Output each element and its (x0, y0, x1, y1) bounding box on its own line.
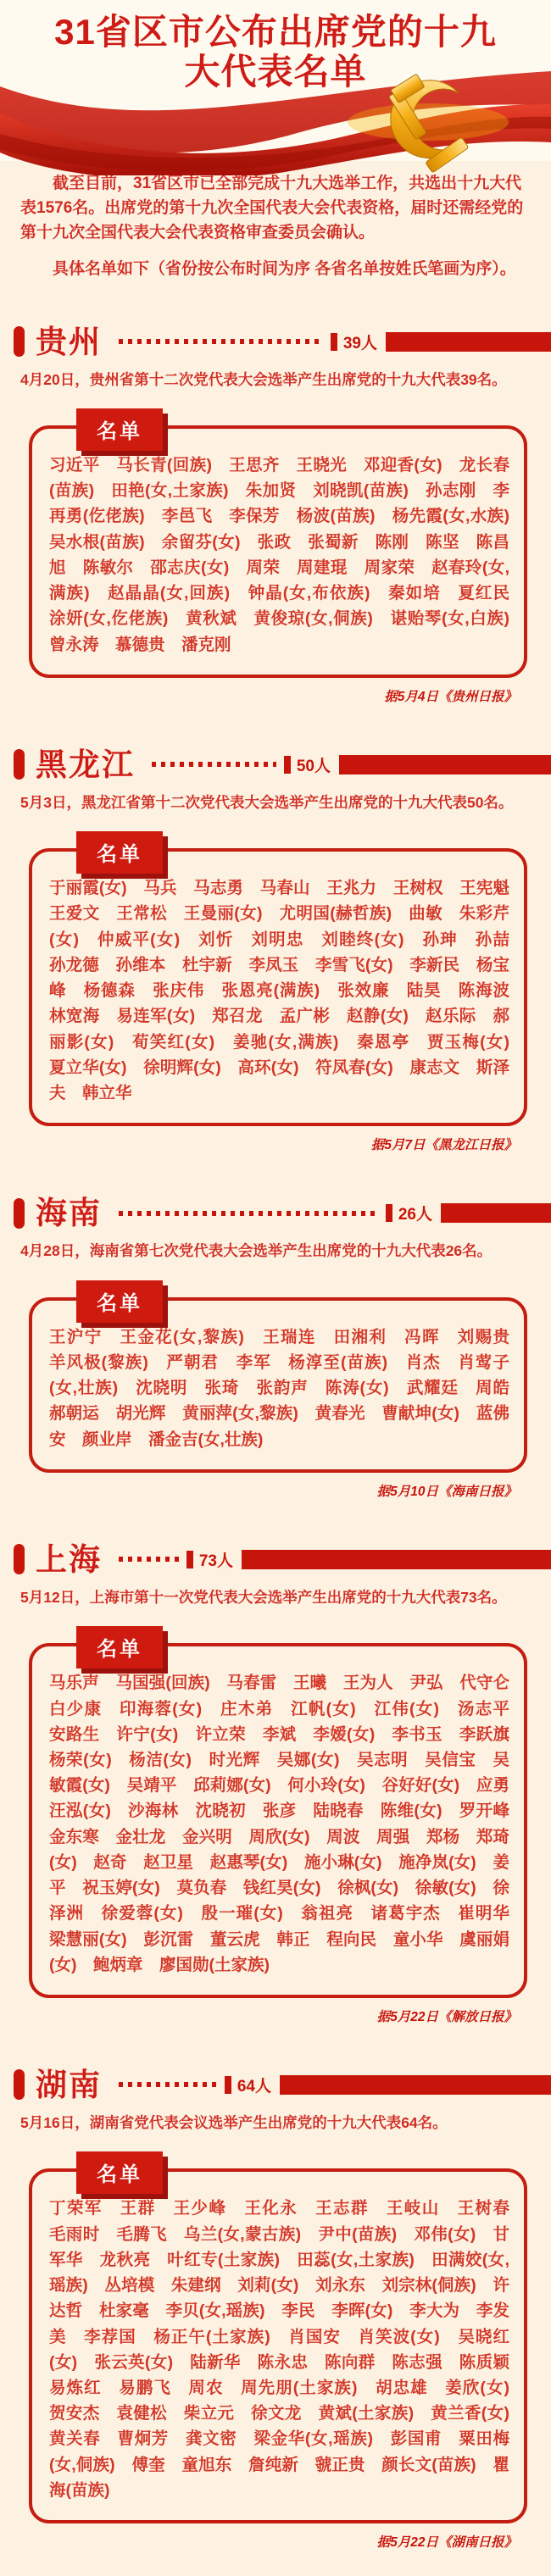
section-guizhou (0, 326, 551, 705)
province-name: 海南 (36, 1196, 102, 1231)
section-header (14, 1541, 551, 1577)
dotted-leader (152, 762, 276, 767)
delegate-names: 丁荣军 王群 王少峰 王化永 王志群 王岐山 王树春 毛雨时 毛腾飞 乌兰(女,蒙古族) 尹中(苗族) 邓伟(女) 甘军华 龙秋亮 叶红专(土家族) 田蕊(女,土家族) 田满姣(女,瑶族) 丛培模 朱建纲 刘莉(女) 刘永东 刘宗林(侗族) 许达哲 杜家毫 李贝(女,瑶族) 李民 李晖(女) 李大为 李发美 李荐国 杨正午(土家族) 肖国安 肖笑波(女) 吴晓红(女) 张云英(女) 陆新华 陈永忠 陈向群 陈志强 陈质颖 易炼红 易鹏飞 周农 周先朋(土家族) 胡忠雄 姜欣(女) 贺安杰 袁健松 柴立元 徐文龙 黄斌(土家族) 黄兰香(女) 黄关春 曹炯芳 龚文密 梁金华(女,瑶族) 彭国甫 粟田梅(女,侗族) 傅奎 童旭东 詹纯新 虢正贵 颜长文(苗族) 瞿海(苗族) (49, 2199, 526, 2500)
province-name: 黑龙江 (36, 747, 135, 782)
list-tab-label: 名单 (76, 831, 163, 874)
count-bar (386, 332, 551, 352)
delegate-names: 王沪宁 王金花(女,黎族) 王瑞连 田湘利 冯晖 刘赐贵 羊风极(黎族) 严朝君 李军 杨淳至(苗族) 肖杰 肖莺子(女,壮族) 沈晓明 张琦 张韵声 陈涛(女) 武耀廷 周皓 郝朝运 胡光辉 黄丽萍(女,黎族) 黄春光 曹献坤(女) 蓝佛安 颜业岸 潘金吉(女,壮族) (49, 1327, 526, 1449)
province-name: 上海 (36, 1541, 102, 1577)
name-list-box (29, 420, 527, 678)
source-citation: 据5月22日《湖南日报》 (376, 2535, 517, 2551)
province-name: 湖南 (36, 2067, 102, 2102)
delegate-count: 50人 (296, 757, 331, 775)
section-bullet (14, 1198, 25, 1229)
intro-paragraph-1: 截至目前，31省区市已全部完成十九大选举工作，共选出十九大代表1576名。出席党的第十九次全国代表大会代表资格，届时还需经党的第十九次全国代表大会代表资格审查委员会确认。 (20, 175, 524, 242)
page-bottom-spacer (0, 2551, 551, 2576)
section-date-text: 4月28日，海南省第七次党代表大会选举产生出席党的十九大代表26名。 (20, 1242, 493, 1260)
delegate-count: 39人 (342, 334, 377, 353)
name-list-box (29, 2163, 527, 2523)
intro-paragraph-2: 具体名单如下（省份按公布时间为序 各省名单按姓氏笔画为序）。 (53, 259, 516, 278)
intro (0, 165, 551, 282)
leader-tick (225, 2076, 231, 2094)
dotted-leader (119, 339, 323, 344)
section-heilongjiang (0, 749, 551, 1153)
dotted-leader (119, 1557, 179, 1562)
delegate-names: 于丽霞(女) 马兵 马志勇 马春山 王兆力 王树权 王宪魁 王爱文 王常松 王曼丽(女) 尤明国(赫哲族) 曲敏 朱彩芹(女) 仲威平(女) 刘忻 刘明忠 刘睦终(女) 孙珅 孙喆 孙龙德 孙维本 杜宇新 李凤玉 李雪飞(女) 李新民 杨宝峰 杨德森 张庆伟 张恩亮(满族) 张效廉 陆昊 陈海波 林宽海 易连军(女) 郑召龙 孟广彬 赵静(女) 赵乐际 郝丽影(女) 荀笑红(女) 姜驰(女,满族) 秦恩亭 贾玉梅(女) 夏立华(女) 徐明辉(女) 高环(女) 符凤春(女) 康志文 斯泽夫 韩立华 (49, 879, 526, 1102)
dotted-leader (119, 1211, 378, 1216)
name-list-box (29, 1291, 527, 1473)
delegate-names: 马乐声 马国强(回族) 马春雷 王曦 王为人 尹弘 代守仑 白少康 印海蓉(女) 庄木弟 江帆(女) 江伟(女) 汤志平 安路生 许宁(女) 许立荣 李斌 李嫒(女) 李书玉 李跃旗 杨荣(女) 杨洁(女) 时光辉 吴娜(女) 吴志明 吴信宝 吴敏霞(女) 吴靖平 邱莉娜(女) 何小玲(女) 谷好好(女) 应勇 汪泓(女) 沙海林 沈晓初 张彦 陆晓春 陈维(女) 罗开峰 金东寒 金壮龙 金兴明 周欣(女) 周波 周强 郑杨 郑琦(女) 赵奇 赵卫星 赵惠琴(女) 施小琳(女) 施净岚(女) 姜平 祝玉婷(女) 莫负春 钱红昊(女) 徐枫(女) 徐敏(女) 徐泽洲 徐爱蓉(女) 殷一璀(女) 翁祖亮 诸葛宇杰 崔明华 梁慧丽(女) 彭沉雷 董云虎 韩正 程向民 童小华 虞丽娟(女) 鲍炳章 廖国勋(土家族) (49, 1674, 526, 1974)
dotted-leader (119, 2082, 217, 2087)
count-bar (339, 755, 551, 774)
name-list-box (29, 1638, 527, 1998)
leader-tick (284, 756, 291, 774)
leader-tick (331, 333, 337, 351)
province-name: 贵州 (36, 324, 102, 359)
section-header (14, 749, 551, 780)
section-header (14, 1197, 551, 1229)
delegate-names: 习近平 马长青(回族) 王思齐 王晓光 邓迎香(女) 龙长春(苗族) 田艳(女,土家族) 朱加贤 刘晓凯(苗族) 孙志刚 李再勇(仡佬族) 李邑飞 李保芳 杨波(苗族) 杨先霞(女,水族) 吴水根(苗族) 余留芬(女) 张政 张蜀新 陈刚 陈坚 陈昌旭 陈敏尔 邵志庆(女) 周荣 周建琨 周家荣 赵春玲(女,满族) 赵晶晶(女,回族) 钟晶(女,布依族) 秦如培 夏红民 涂妍(女,仡佬族) 黄秋斌 黄俊琼(女,侗族) 谌贻琴(女,白族) 曾永涛 慕德贵 潘克刚 (49, 456, 526, 654)
section-shanghai (0, 1541, 551, 2025)
count-bar (441, 1203, 551, 1223)
section-header (14, 326, 551, 358)
section-bullet (14, 2069, 25, 2100)
section-bullet (14, 749, 25, 780)
list-tab-label: 名单 (76, 1626, 163, 1668)
delegate-count: 26人 (398, 1206, 432, 1224)
source-citation: 据5月22日《解放日报》 (376, 2009, 517, 2024)
list-tab-label: 名单 (76, 408, 163, 451)
list-tab-label: 名单 (76, 2151, 163, 2194)
name-list-box (29, 843, 527, 1126)
section-date-text: 5月12日，上海市第十一次党代表大会选举产生出席党的十九大代表73名。 (20, 1588, 507, 1606)
leader-tick (386, 1204, 392, 1222)
section-date-text: 5月16日，湖南省党代表会议选举产生出席党的十九大代表64名。 (20, 2113, 448, 2131)
section-header (14, 2069, 551, 2101)
delegate-count: 73人 (198, 1552, 233, 1570)
source-citation: 据5月7日《黑龙江日报》 (370, 1138, 517, 1153)
leader-tick (186, 1551, 193, 1568)
source-citation: 据5月10日《海南日报》 (376, 1484, 517, 1499)
section-date-text: 5月3日，黑龙江省第十二次党代表大会选举产生出席党的十九大代表50名。 (20, 793, 514, 811)
delegate-count: 64人 (237, 2077, 271, 2096)
section-bullet (14, 326, 25, 357)
section-hunan (0, 2069, 551, 2551)
header (0, 0, 551, 165)
source-citation: 据5月4日《贵州日报》 (384, 689, 517, 704)
count-bar (242, 1550, 551, 1569)
section-bullet (14, 1544, 25, 1574)
section-hainan (0, 1197, 551, 1500)
section-date-text: 4月20日，贵州省第十二次党代表大会选举产生出席党的十九大代表39名。 (20, 370, 507, 388)
page-title: 31省区市公布出席党的十九大代表名单 (54, 12, 497, 92)
list-tab-label: 名单 (76, 1280, 163, 1323)
count-bar (280, 2075, 551, 2095)
